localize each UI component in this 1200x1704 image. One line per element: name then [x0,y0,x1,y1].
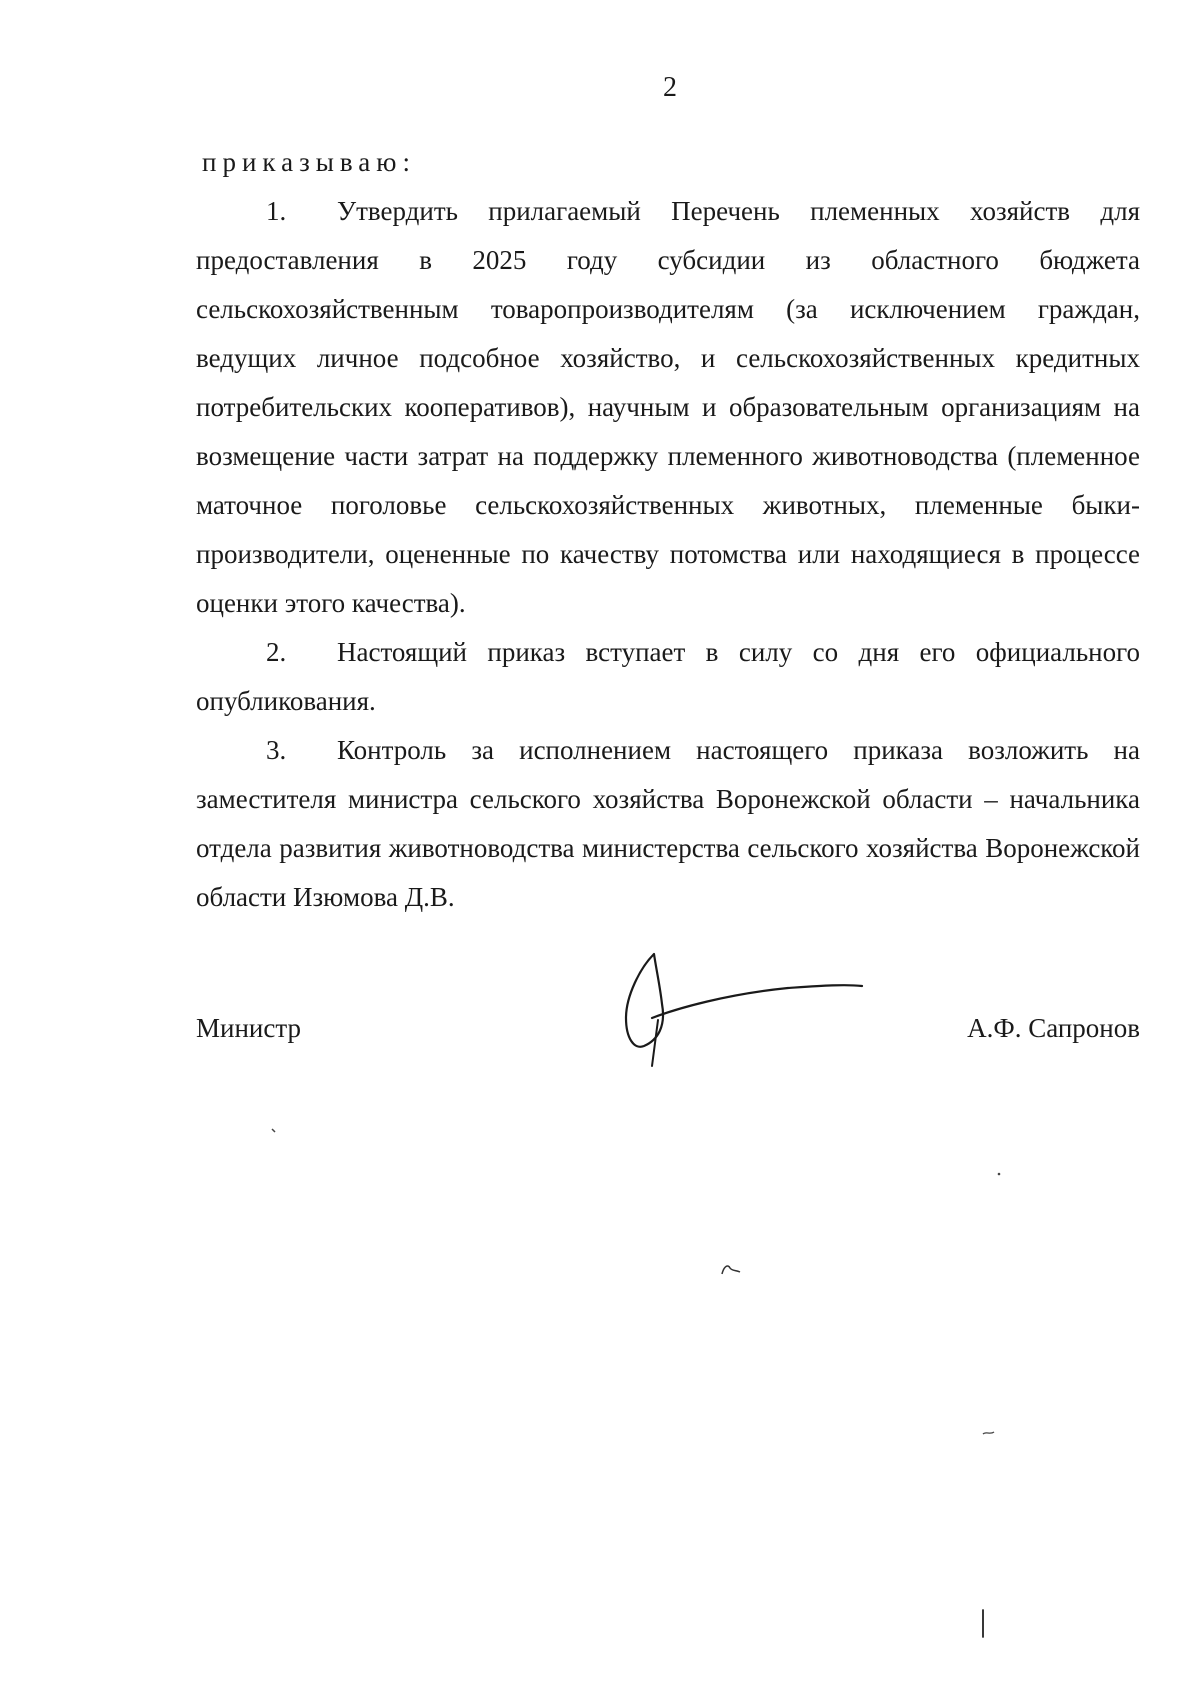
item-number: 3. [266,735,287,765]
handwritten-signature [618,946,868,1076]
signer-name: А.Ф. Сапронов [967,1013,1140,1043]
order-item-3 [196,726,1140,922]
item-text: Настоящий приказ вступает в силу со дня его официального опубликования. [196,637,1140,716]
order-item-2 [196,628,1140,726]
item-text: Контроль за исполнением настоящего приказа возложить на заместителя министра сельского хозяйства Воронежской области – начальника отдела развития животноводства министерства сельского хозяйства Воронежской области Изюмова Д.В. [196,735,1140,912]
signer-position: Министр [196,1013,301,1043]
document-body [196,138,1140,922]
order-item-1 [196,187,1140,628]
item-number: 1. [266,196,287,226]
scan-speck [978,1608,988,1640]
scan-speck [271,1128,277,1134]
preamble: приказываю: [202,147,416,177]
scan-speck [982,1430,996,1436]
item-number: 2. [266,637,287,667]
scan-speck [720,1262,742,1276]
item-text: Утвердить прилагаемый Перечень племенных хозяйств для предоставления в 2025 году субсидии из областного бюджета сельскохозяйственным товаропроизводителям (за исключением граждан, ведущих личное подсобное хозяйство, и сельскохозяйственных кредитных потребительских кооперативов), научным и образовательным организациям на возмещение части затрат на поддержку племенного животноводства (племенное маточное поголовье сельскохозяйственных животных, племенные быки-производители, оцененные по качеству потомства или находящиеся в процессе оценки этого качества). [196,196,1140,618]
scan-speck [996,1171,1002,1177]
page-number: 2 [663,72,677,103]
